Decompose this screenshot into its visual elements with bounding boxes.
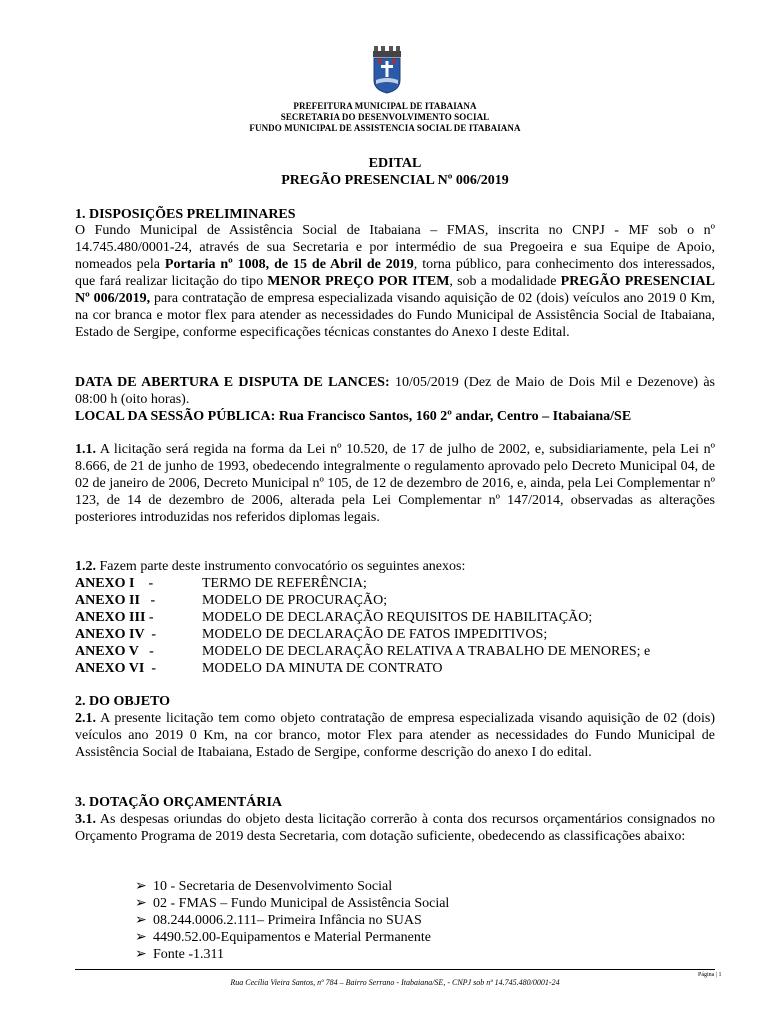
budget-classification-item: ➢ 08.244.0006.2.111– Primeira Infância no SUAS bbox=[135, 913, 422, 928]
section-3-heading: 3. DOTAÇÃO ORÇAMENTÁRIA bbox=[75, 795, 283, 810]
section-1-heading: 1. DISPOSIÇÕES PRELIMINARES bbox=[75, 207, 296, 222]
document-subtitle: PREGÃO PRESENCIAL Nº 006/2019 bbox=[281, 173, 509, 188]
arrow-bullet-icon: ➢ bbox=[135, 913, 147, 928]
page-number: Página | 1 bbox=[698, 972, 722, 978]
header-fundo: FUNDO MUNICIPAL DE ASSISTENCIA SOCIAL DE ITABAIANA bbox=[249, 123, 521, 133]
footer-address: Rua Cecília Vieira Santos, nº 784 – Bairro Serrano - Itabaiana/SE, - CNPJ sob nº 14.745.480/0001-24 bbox=[230, 978, 560, 987]
item-3-1-paragraph: 3.1. As despesas oriundas do objeto desta licitação correrão à conta dos recursos orçamentários consignados no Orçamento Programa de 2019 desta Secretaria, com dotação suficiente, obedecendo as classificações abaixo: bbox=[75, 812, 715, 844]
budget-classification-item: ➢ 4490.52.00-Equipamentos e Material Permanente bbox=[135, 930, 431, 945]
annex-code: ANEXO VI - bbox=[75, 661, 157, 676]
budget-classification-item: ➢ 02 - FMAS – Fundo Municipal de Assistência Social bbox=[135, 896, 450, 911]
annex-code: ANEXO I - bbox=[75, 576, 154, 591]
item-1-2-paragraph: 1.2. Fazem parte deste instrumento convocatório os seguintes anexos: bbox=[75, 559, 466, 574]
annex-code: ANEXO II - bbox=[75, 593, 156, 608]
section-1-paragraph: O Fundo Municipal de Assistência Social de Itabaiana – FMAS, inscrita no CNPJ - MF sob o nº 14.745.480/0001-24, através de sua Secretaria e por intermédio de sua Pregoeira e sua Equipe de Apoio, nomeados pela Portaria nº 1008, de 15 de Abril de 2019, torna público, para conhecimento dos interessados, que fará realizar licitação do tipo MENOR PREÇO POR ITEM, sob a modalidade PREGÃO PRESENCIAL Nº 006/2019, para contratação de empresa especializada visando aquisição de 02 (dois) veículos ano 2019 0 Km, na cor branca e motor flex para atender as necessidades do Fundo Municipal de Assistência Social de Itabaiana, Estado de Sergipe, conforme especificações técnicas constantes do Anexo I deste Edital. bbox=[75, 223, 716, 340]
annex-code: ANEXO V - bbox=[75, 644, 154, 659]
session-location: LOCAL DA SESSÃO PÚBLICA: Rua Francisco Santos, 160 2º andar, Centro – Itabaiana/SE bbox=[75, 409, 632, 424]
opening-date-paragraph: DATA DE ABERTURA E DISPUTA DE LANCES: 10/05/2019 (Dez de Maio de Dois Mil e Dezenove) às 08:00 h (oito horas). bbox=[75, 375, 715, 407]
document-title: EDITAL bbox=[368, 156, 422, 171]
annex-description: MODELO DE DECLARAÇÃO RELATIVA A TRABALHO DE MENORES; e bbox=[202, 644, 651, 659]
annex-description: MODELO DA MINUTA DE CONTRATO bbox=[202, 661, 443, 676]
annex-code: ANEXO IV - bbox=[75, 627, 157, 642]
header-secretaria: SECRETARIA DO DESENVOLVIMENTO SOCIAL bbox=[280, 112, 490, 122]
header-prefeitura: PREFEITURA MUNICIPAL DE ITABAIANA bbox=[293, 101, 477, 111]
section-2-heading: 2. DO OBJETO bbox=[75, 694, 171, 709]
annex-description: TERMO DE REFERÊNCIA; bbox=[202, 576, 367, 591]
item-1-1-paragraph: 1.1. A licitação será regida na forma da Lei nº 10.520, de 17 de julho de 2002, e, subsidiariamente, pela Lei nº 8.666, de 21 de junho de 1993, obedecendo integralmente o regulamento aprovado pelo Decreto Municipal 04, de 02 de janeiro de 2006, Decreto Municipal nº 105, de 12 de dezembro de 2016, e, ainda, pela Lei Complementar nº 123, de 14 de dezembro de 2006, alterada pela Lei Complementar nº 147/2014, observadas as alterações posteriores introduzidas nos referidos diplomas legais. bbox=[75, 442, 715, 525]
annex-description: MODELO DE DECLARAÇÃO DE FATOS IMPEDITIVOS; bbox=[202, 627, 548, 642]
footer-divider bbox=[75, 969, 715, 970]
arrow-bullet-icon: ➢ bbox=[135, 879, 147, 894]
arrow-bullet-icon: ➢ bbox=[135, 930, 147, 945]
budget-classification-item: ➢ Fonte -1.311 bbox=[135, 947, 225, 962]
municipal-coat-of-arms-icon bbox=[371, 46, 403, 94]
annex-description: MODELO DE DECLARAÇÃO REQUISITOS DE HABILITAÇÃO; bbox=[202, 610, 593, 625]
annex-code: ANEXO III - bbox=[75, 610, 154, 625]
arrow-bullet-icon: ➢ bbox=[135, 947, 147, 962]
arrow-bullet-icon: ➢ bbox=[135, 896, 147, 911]
budget-classification-item: ➢ 10 - Secretaria de Desenvolvimento Social bbox=[135, 879, 393, 894]
item-2-1-paragraph: 2.1. A presente licitação tem como objeto contratação de empresa especializada visando aquisição de 02 (dois) veículos ano 2019 0 Km, na cor branco, motor Flex para atender as necessidades do Fundo Municipal de Assistência Social de Itabaiana, Estado de Sergipe, conforme descrição do anexo I do edital. bbox=[75, 711, 715, 760]
annex-description: MODELO DE PROCURAÇÃO; bbox=[202, 593, 388, 608]
